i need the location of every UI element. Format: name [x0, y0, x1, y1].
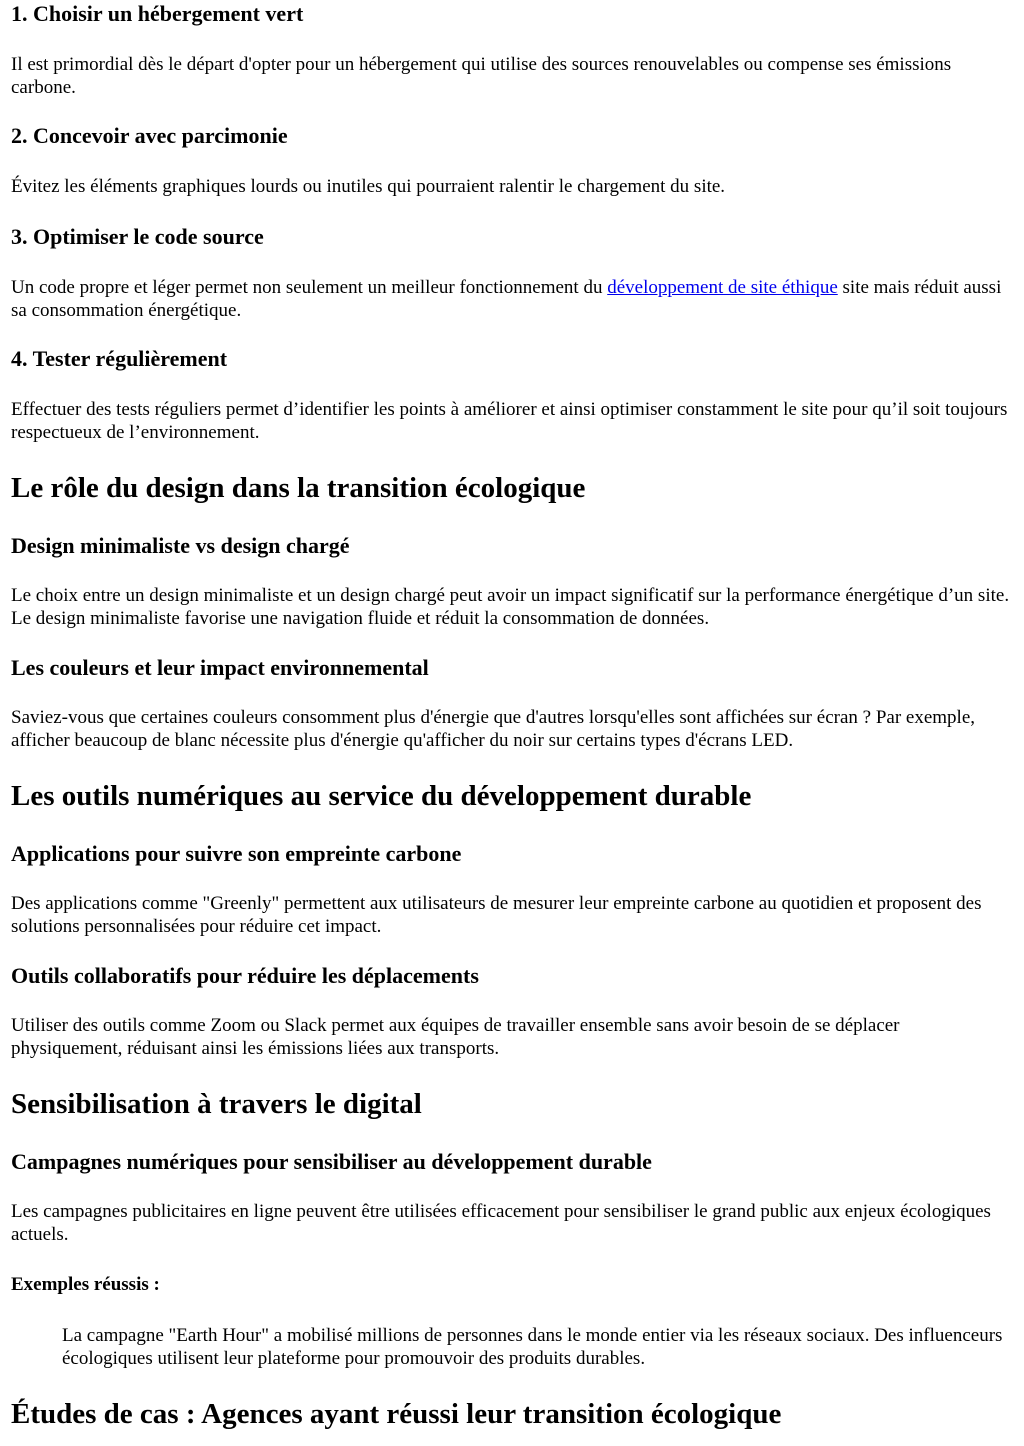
campagnes-text: Les campagnes publicitaires en ligne peuvent être utilisées efficacement pour sensibiliser le grand public aux enjeux écologiques actuels. — [11, 1201, 991, 1245]
applications-title: Applications pour suivre son empreinte carbone — [11, 841, 462, 866]
tip-3-title: 3. Optimiser le code source — [11, 224, 264, 249]
ethical-dev-link[interactable]: développement de site éthique — [607, 277, 838, 298]
design-minimaliste-title: Design minimaliste vs design chargé — [11, 533, 350, 558]
section-heading-etudes: Études de cas : Agences ayant réussi leur transition écologique — [11, 1398, 782, 1430]
tip-3-text-before: Un code propre et léger permet non seulement un meilleur fonctionnement du — [11, 277, 608, 298]
exemples-title: Exemples réussis : — [11, 1274, 160, 1295]
couleurs-text: Saviez-vous que certaines couleurs consomment plus d'énergie que d'autres lorsqu'elles sont affichées sur écran ? Par exemple, afficher beaucoup de blanc nécessite plus d'énergie qu'afficher du noir sur certains types d'écrans LED. — [11, 707, 975, 751]
couleurs-title: Les couleurs et leur impact environnemental — [11, 655, 429, 680]
tip-3-text-after: site mais réduit aussi sa consommation énergétique. — [11, 277, 1002, 321]
tip-2-text: Évitez les éléments graphiques lourds ou inutiles qui pourraient ralentir le chargement du site. — [11, 176, 726, 197]
campagnes-title: Campagnes numériques pour sensibiliser au développement durable — [11, 1149, 652, 1174]
tip-1-text: Il est primordial dès le départ d'opter pour un hébergement qui utilise des sources renouvelables ou compense ses émissions carbone. — [11, 54, 952, 98]
tip-4-text: Effectuer des tests réguliers permet d’identifier les points à améliorer et ainsi optimiser constamment le site pour qu’il soit toujours respectueux de l’environnement. — [11, 399, 1008, 443]
section-heading-outils: Les outils numériques au service du développement durable — [11, 780, 752, 812]
outils-collab-title: Outils collaboratifs pour réduire les déplacements — [11, 963, 479, 988]
tip-2-title: 2. Concevoir avec parcimonie — [11, 123, 288, 148]
applications-text: Des applications comme "Greenly" permettent aux utilisateurs de mesurer leur empreinte carbone au quotidien et proposent des solutions personnalisées pour réduire cet impact. — [11, 893, 982, 937]
section-heading-sensibilisation: Sensibilisation à travers le digital — [11, 1088, 422, 1120]
tip-4-title: 4. Tester régulièrement — [11, 346, 228, 371]
tip-1-title: 1. Choisir un hébergement vert — [11, 1, 304, 26]
outils-collab-text: Utiliser des outils comme Zoom ou Slack permet aux équipes de travailler ensemble sans avoir besoin de se déplacer physiquement, réduisant ainsi les émissions liées aux transports. — [11, 1015, 900, 1059]
exemples-text: La campagne "Earth Hour" a mobilisé millions de personnes dans le monde entier via les réseaux sociaux. Des influenceurs écologiques utilisent leur plateforme pour promouvoir des produits durables. — [62, 1325, 1003, 1369]
section-heading-design: Le rôle du design dans la transition écologique — [11, 472, 586, 504]
tip-3-text — [11, 276, 1013, 322]
design-minimaliste-text: Le choix entre un design minimaliste et un design chargé peut avoir un impact significatif sur la performance énergétique d’un site. Le design minimaliste favorise une navigation fluide et réduit la consommation de données. — [11, 585, 1010, 629]
